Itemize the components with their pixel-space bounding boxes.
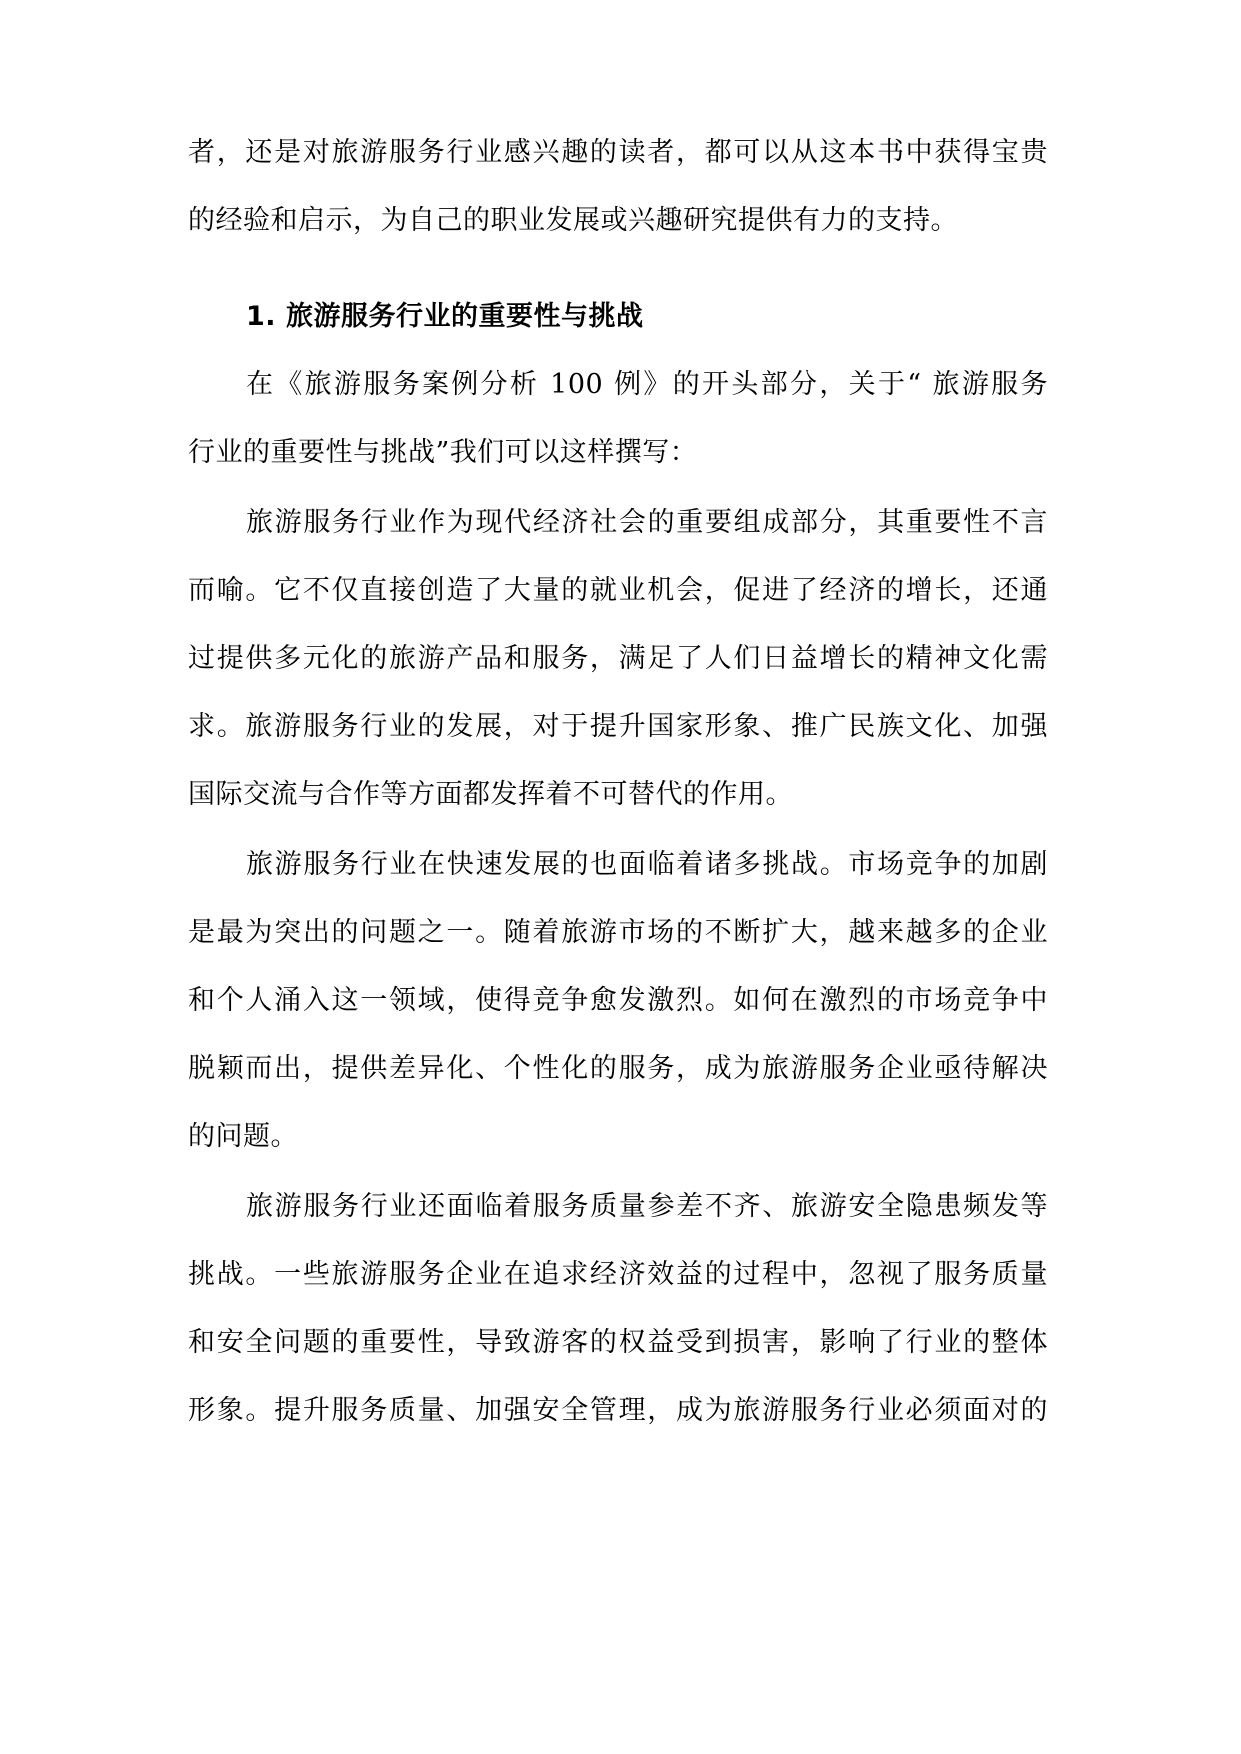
section-number: 1. bbox=[246, 301, 277, 332]
paragraph-2-line-2: 而喻。它不仅直接创造了大量的就业机会，促进了经济的增长，还通 bbox=[188, 575, 1048, 606]
paragraph-3-line-3: 和个人涌入这一领域，使得竞争愈发激烈。如何在激烈的市场竞争中 bbox=[188, 985, 1048, 1016]
paragraph-1-line-1: 在《旅游服务案例分析 100 例》的开头部分，关于“ 旅游服务 bbox=[246, 369, 1048, 400]
paragraph-4-line-4: 形象。提升服务质量、加强安全管理，成为旅游服务行业必须面对的 bbox=[188, 1395, 1048, 1426]
paragraph-1-line-2: 行业的重要性与挑战”我们可以这样撰写： bbox=[188, 437, 698, 468]
paragraph-4-line-1: 旅游服务行业还面临着服务质量参差不齐、旅游安全隐患频发等 bbox=[246, 1191, 1048, 1222]
body-line-1: 者，还是对旅游服务行业感兴趣的读者，都可以从这本书中获得宝贵 bbox=[188, 137, 1048, 168]
section-heading bbox=[246, 292, 1048, 342]
body-line-2: 的经验和启示，为自己的职业发展或兴趣研究提供有力的支持。 bbox=[188, 205, 958, 236]
paragraph-3-line-1: 旅游服务行业在快速发展的也面临着诸多挑战。市场竞争的加剧 bbox=[246, 849, 1048, 880]
paragraph-3-line-4: 脱颖而出，提供差异化、个性化的服务，成为旅游服务企业亟待解决 bbox=[188, 1053, 1048, 1084]
paragraph-3-line-5: 的问题。 bbox=[188, 1121, 298, 1152]
section-title: 旅游服务行业的重要性与挑战 bbox=[286, 301, 644, 332]
paragraph-2-line-1: 旅游服务行业作为现代经济社会的重要组成部分，其重要性不言 bbox=[246, 507, 1048, 538]
paragraph-4-line-3: 和安全问题的重要性，导致游客的权益受到损害，影响了行业的整体 bbox=[188, 1327, 1048, 1358]
paragraph-2-line-4: 求。旅游服务行业的发展，对于提升国家形象、推广民族文化、加强 bbox=[188, 711, 1048, 742]
paragraph-2-line-5: 国际交流与合作等方面都发挥着不可替代的作用。 bbox=[188, 779, 793, 810]
paragraph-3-line-2: 是最为突出的问题之一。随着旅游市场的不断扩大，越来越多的企业 bbox=[188, 917, 1048, 948]
paragraph-4-line-2: 挑战。一些旅游服务企业在追求经济效益的过程中，忽视了服务质量 bbox=[188, 1259, 1048, 1290]
paragraph-2-line-3: 过提供多元化的旅游产品和服务，满足了人们日益增长的精神文化需 bbox=[188, 643, 1048, 674]
